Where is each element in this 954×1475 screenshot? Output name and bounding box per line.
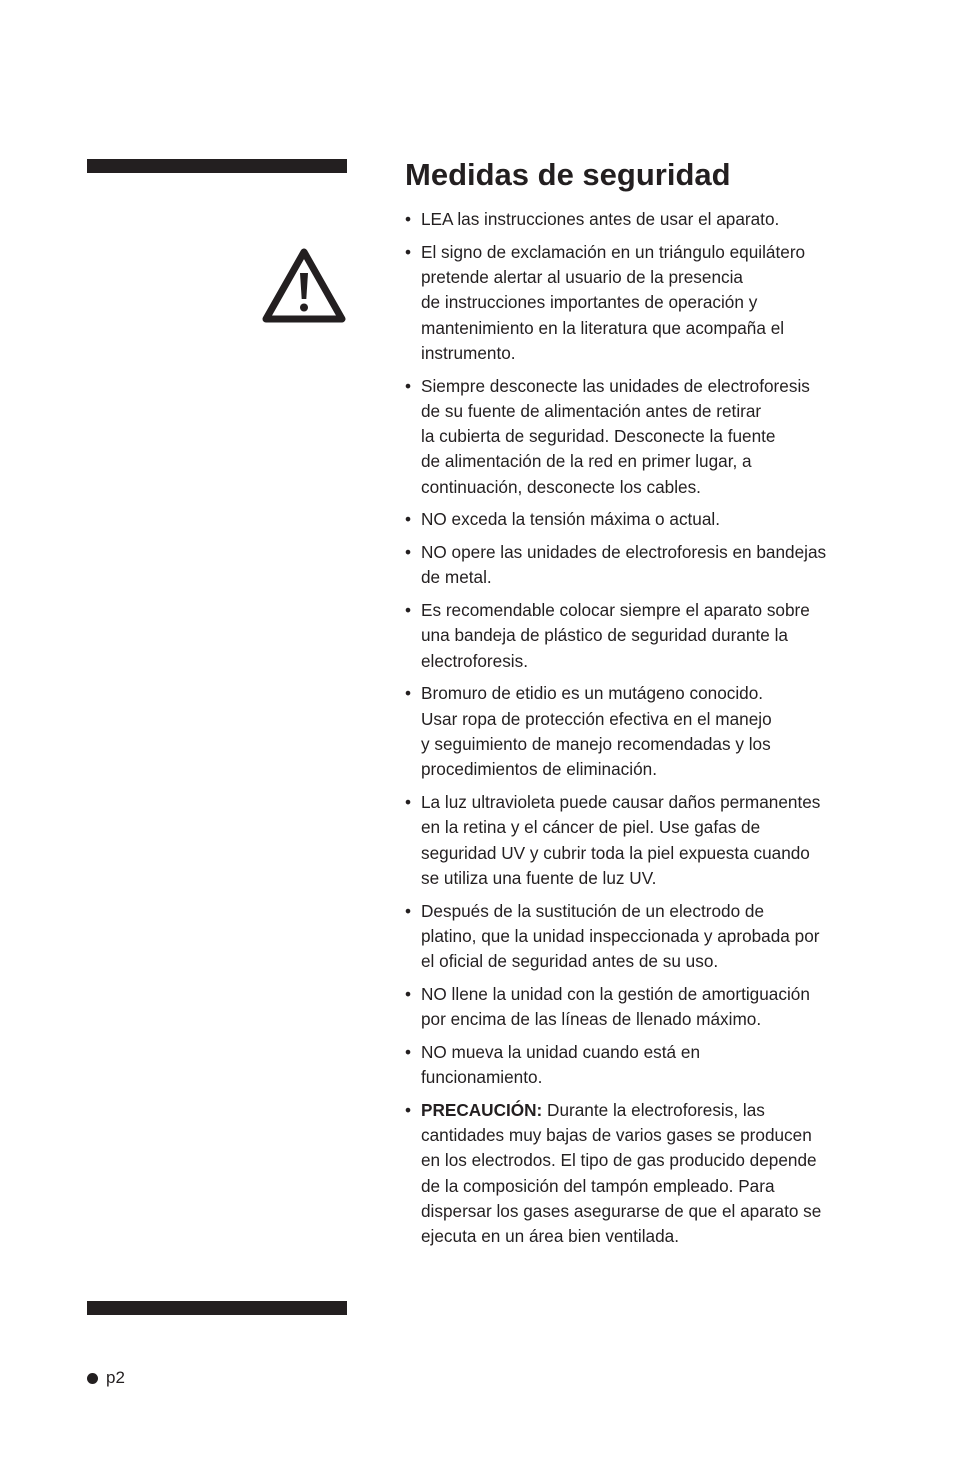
list-item: • NO opere las unidades de electroforesis en bandejas de metal. bbox=[405, 542, 827, 588]
list-item: • El signo de exclamación en un triángulo equilátero pretende alertar al usuario de la presencia de instrucciones importantes de operación y mantenimiento en la literatura que acompaña el instrumento. bbox=[405, 241, 806, 363]
list-item: • NO mueva la unidad cuando está en funcionamiento. bbox=[405, 1041, 701, 1088]
safety-list bbox=[405, 207, 875, 1257]
page-number: p2 bbox=[106, 1368, 125, 1387]
page-footer bbox=[87, 1366, 125, 1390]
list-item: • Es recomendable colocar siempre el aparato sobre una bandeja de plástico de seguridad durante la electroforesis. bbox=[405, 600, 810, 671]
top-rule bbox=[87, 159, 347, 173]
list-item: • NO exceda la tensión máxima o actual. bbox=[405, 509, 721, 530]
list-item: • Siempre desconecte las unidades de electroforesis de su fuente de alimentación antes de retirar la cubierta de seguridad. Desconecte la fuente de alimentación de la red en primer lugar, a continuación, desconecte los cables. bbox=[405, 375, 810, 497]
list-item: • Después de la sustitución de un electrodo de platino, que la unidad inspeccionada y aprobada por el oficial de seguridad antes de su uso. bbox=[405, 900, 820, 972]
list-item: • NO llene la unidad con la gestión de amortiguación por encima de las líneas de llenado máximo. bbox=[405, 983, 810, 1030]
list-item-caution: • PRECAUCIÓN: Durante la electroforesis, las cantidades muy bajas de varios gases se producen en los electrodos. El tipo de gas producido depende de la composición del tampón empleado. Para dispersar los gases asegurarse de que el aparato se ejecuta en un área bien ventilada. bbox=[405, 1099, 822, 1247]
warning-triangle-icon bbox=[261, 247, 347, 325]
page-title: Medidas de seguridad bbox=[405, 157, 731, 192]
caution-label: PRECAUCIÓN: bbox=[421, 1099, 543, 1120]
list-item: • LEA las instrucciones antes de usar el aparato. bbox=[405, 209, 780, 229]
bottom-rule bbox=[87, 1301, 347, 1315]
list-item: • Bromuro de etidio es un mutágeno conocido. Usar ropa de protección efectiva en el manejo y seguimiento de manejo recomendadas y los procedimientos de eliminación. bbox=[405, 683, 772, 780]
list-item: • La luz ultravioleta puede causar daños permanentes en la retina y el cáncer de piel. Use gafas de seguridad UV y cubrir toda la piel expuesta cuando se utiliza una fuente de luz UV. bbox=[405, 791, 821, 888]
bullet-dot-icon bbox=[87, 1373, 98, 1384]
